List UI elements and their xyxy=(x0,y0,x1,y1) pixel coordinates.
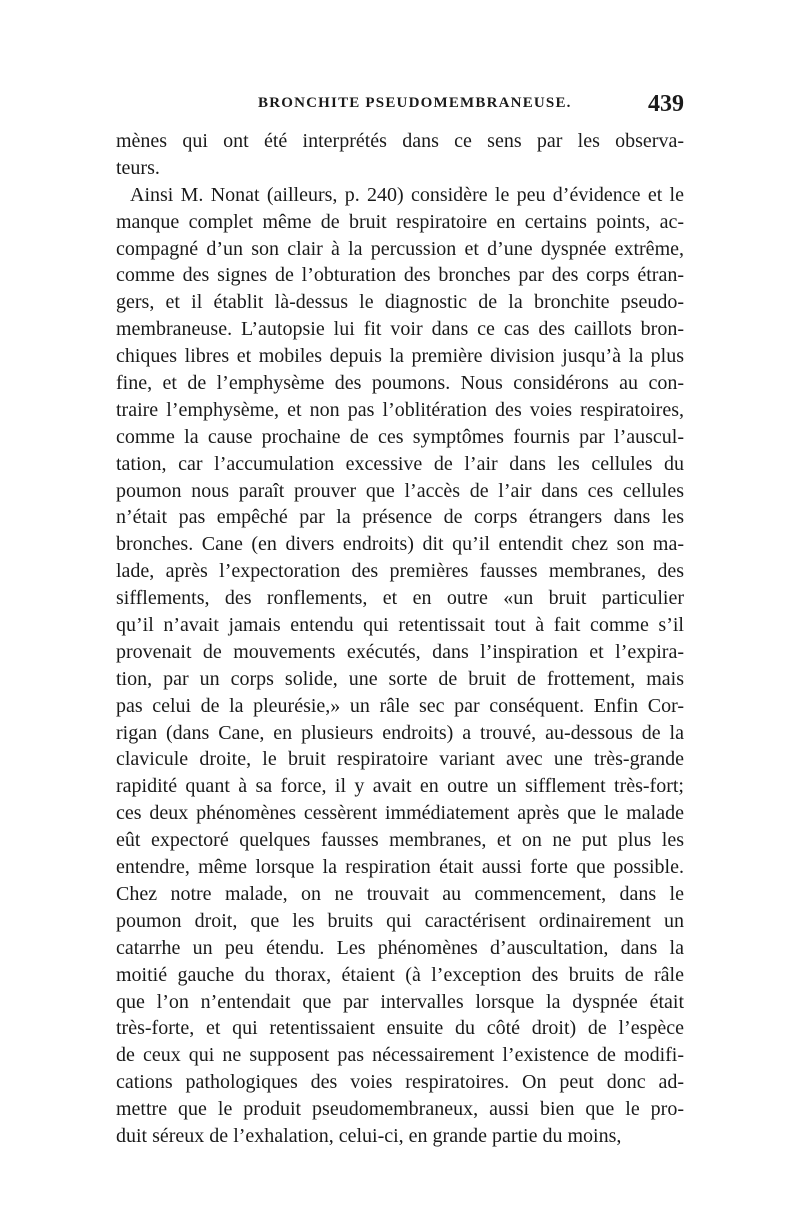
text-line: très-forte, et qui retentissaient ensuite du côté droit) de l’espèce xyxy=(116,1017,684,1040)
text-line: poumon nous paraît prouver que l’accès de l’air dans ces cellules xyxy=(116,479,684,502)
body-text xyxy=(116,128,684,1150)
text-line: cations pathologiques des voies respiratoires. On peut donc ad- xyxy=(116,1071,684,1094)
text-line: n’était pas empêché par la présence de corps étrangers dans les xyxy=(116,506,684,529)
text-line: teurs. xyxy=(116,156,160,179)
text-line: rigan (dans Cane, en plusieurs endroits) a trouvé, au-dessous de la xyxy=(116,721,684,744)
text-line: lade, après l’expectoration des premières fausses membranes, des xyxy=(116,560,684,583)
text-line: poumon droit, que les bruits qui caractérisent ordinairement un xyxy=(116,909,684,932)
text-line: clavicule droite, le bruit respiratoire variant avec une très-grande xyxy=(116,748,684,771)
text-line: Chez notre malade, on ne trouvait au commencement, dans le xyxy=(116,882,684,905)
text-line: fine, et de l’emphysème des poumons. Nous considérons au con- xyxy=(116,372,684,395)
text-line: sifflements, des ronflements, et en outre «un bruit particulier xyxy=(116,587,684,610)
text-line: bronches. Cane (en divers endroits) dit qu’il entendit chez son ma- xyxy=(116,533,684,556)
text-line: chiques libres et mobiles depuis la première division jusqu’à la plus xyxy=(116,345,684,368)
text-line: traire l’emphysème, et non pas l’oblitération des voies respiratoires, xyxy=(116,398,684,421)
text-line: eût expectoré quelques fausses membranes, et on ne put plus les xyxy=(116,829,684,852)
text-line: que l’on n’entendait que par intervalles lorsque la dyspnée était xyxy=(116,990,684,1013)
text-line: duit séreux de l’exhalation, celui-ci, en grande partie du moins, xyxy=(116,1124,622,1147)
text-line: mènes qui ont été interprétés dans ce sens par les observa- xyxy=(116,130,684,152)
text-line: de ceux qui ne supposent pas nécessairement l’existence de modifi- xyxy=(116,1044,684,1067)
text-line: gers, et il établit là-dessus le diagnostic de la bronchite pseudo- xyxy=(116,291,684,314)
text-line: provenait de mouvements exécutés, dans l’inspiration et l’expira- xyxy=(116,640,684,663)
text-line: qu’il n’avait jamais entendu qui retentissait tout à fait comme s’il xyxy=(116,614,684,637)
text-line: rapidité quant à sa force, il y avait en outre un sifflement très-fort; xyxy=(116,775,684,798)
text-line: mettre que le produit pseudomembraneux, aussi bien que le pro- xyxy=(116,1098,684,1121)
text-line: pas celui de la pleurésie,» un râle sec par conséquent. Enfin Cor- xyxy=(116,694,684,717)
text-line: membraneuse. L’autopsie lui fit voir dans ce cas des caillots bron- xyxy=(116,318,684,341)
text-line: moitié gauche du thorax, étaient (à l’exception des bruits de râle xyxy=(116,963,684,986)
text-line: Ainsi M. Nonat (ailleurs, p. 240) considère le peu d’évidence et le xyxy=(130,183,684,206)
text-line: entendre, même lorsque la respiration était aussi forte que possible. xyxy=(116,856,684,879)
text-line: tation, car l’accumulation excessive de l’air dans les cellules du xyxy=(116,452,684,475)
text-line: comme la cause prochaine de ces symptômes fournis par l’auscul- xyxy=(116,425,684,448)
text-line: compagné d’un son clair à la percussion et d’une dyspnée extrême, xyxy=(116,237,684,260)
page-number: 439 xyxy=(648,91,684,117)
text-line: catarrhe un peu étendu. Les phénomènes d’auscultation, dans la xyxy=(116,936,684,959)
text-line: tion, par un corps solide, une sorte de bruit de frottement, mais xyxy=(116,667,684,690)
text-line: comme des signes de l’obturation des bronches par des corps étran- xyxy=(116,264,684,287)
running-title: BRONCHITE PSEUDOMEMBRANEUSE. xyxy=(258,95,572,111)
text-line: manque complet même de bruit respiratoire en certains points, ac- xyxy=(116,210,684,233)
page-header xyxy=(118,91,684,119)
text-line: ces deux phénomènes cessèrent immédiatement après que le malade xyxy=(116,802,684,825)
